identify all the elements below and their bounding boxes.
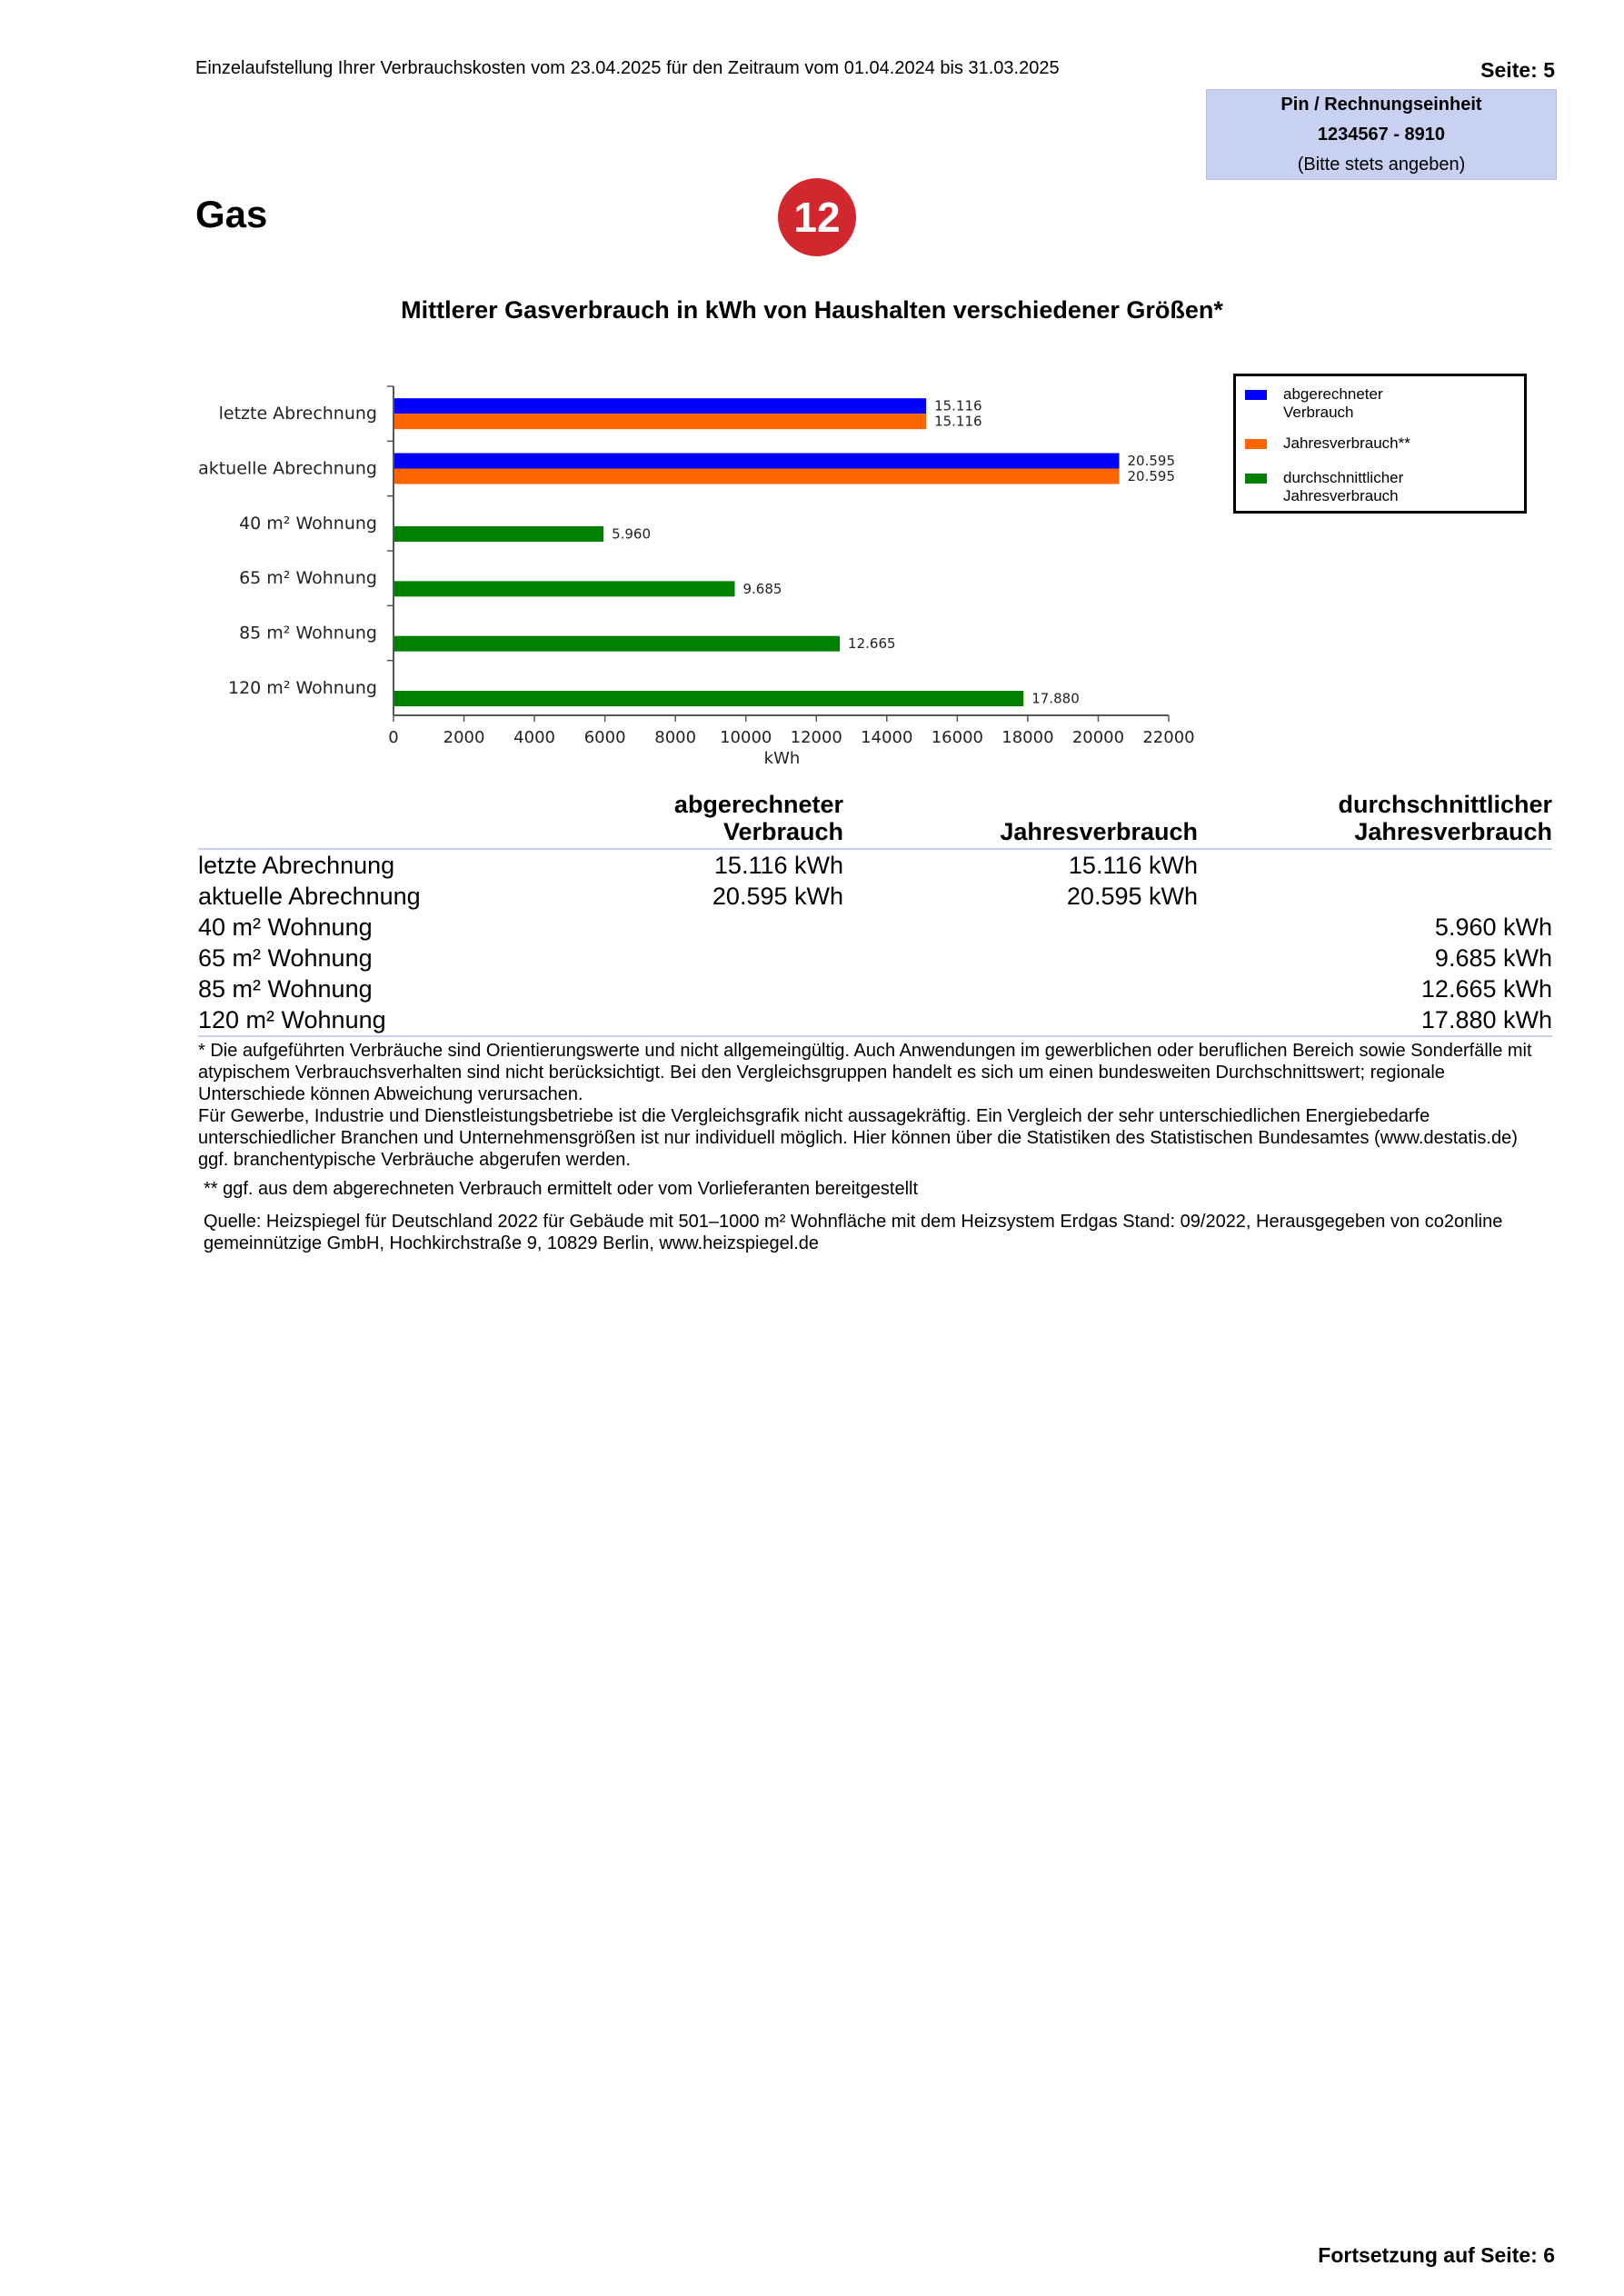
section-number-badge: 12	[778, 178, 856, 256]
footnote-disclaimer-1: * Die aufgeführten Verbräuche sind Orientierungswerte und nicht allgemeingültig. Auch Anwendungen im gewerblichen oder beruflichen Bereich sowie Sonderfälle mit atypischem Verbrauchsverhalten sind nicht berücksichtigt. Bei den Vergleichsgruppen handelt es sich um einen bundesweiten Durchschnittswert; regionale Unterschiede können Abweichung verursachen.	[198, 1041, 1532, 1104]
legend-label: Jahresverbrauch**	[1283, 434, 1410, 452]
x-tick-label: 4000	[513, 728, 555, 747]
y-category-label: 85 m² Wohnung	[239, 623, 377, 644]
bar	[394, 398, 926, 414]
average-value: 12.665 kWh	[1420, 975, 1552, 1003]
billed-value	[489, 1004, 843, 1036]
x-tick-label: 10000	[720, 728, 772, 747]
average-value: 17.880 kWh	[1420, 1006, 1552, 1033]
bar-value-label: 20.595	[1127, 453, 1176, 469]
legend-label: abgerechneter Verbrauch	[1283, 385, 1383, 421]
y-category-label: 65 m² Wohnung	[239, 568, 377, 589]
bar	[394, 414, 926, 429]
average-value: 9.685 kWh	[1434, 944, 1552, 972]
annual-value: 20.595 kWh	[1066, 883, 1198, 910]
annual-value	[843, 943, 1198, 973]
legend-swatch	[1245, 474, 1267, 484]
legend-swatch	[1245, 390, 1267, 400]
y-category-label: 120 m² Wohnung	[228, 677, 377, 698]
table-row	[198, 943, 1552, 973]
x-tick-label: 20000	[1071, 728, 1125, 747]
bar	[394, 581, 735, 596]
bar-value-label: 15.116	[934, 413, 982, 430]
annual-value	[843, 912, 1198, 943]
row-label: 120 m² Wohnung	[198, 1006, 386, 1033]
row-label: letzte Abrechnung	[198, 852, 395, 879]
table-header-empty	[198, 791, 489, 849]
table-row	[198, 849, 1552, 881]
table-header-annual: Jahresverbrauch	[1000, 818, 1198, 845]
table-header-billed: abgerechneter Verbrauch	[673, 791, 843, 845]
pin-box-title: Pin / Rechnungseinheit	[1280, 95, 1482, 115]
billed-value: 20.595 kWh	[712, 883, 843, 910]
legend-swatch	[1245, 439, 1267, 449]
y-category-label: letzte Abrechnung	[218, 404, 377, 424]
annual-value	[843, 1004, 1198, 1036]
bar	[394, 469, 1120, 484]
bar-value-label: 17.880	[1031, 690, 1080, 707]
bar	[394, 636, 840, 652]
table-row	[198, 912, 1552, 943]
footnote-note-2: ** ggf. aus dem abgerechneten Verbrauch ermittelt oder vom Vorlieferanten bereitgestellt	[204, 1179, 919, 1199]
x-tick-label: 12000	[790, 728, 842, 747]
average-value: 5.960 kWh	[1434, 913, 1552, 941]
row-label: aktuelle Abrechnung	[198, 883, 421, 910]
x-tick-label: 2000	[443, 728, 485, 747]
consumption-table	[198, 791, 1552, 1037]
average-value	[1198, 881, 1552, 912]
x-axis-label: kWh	[763, 749, 801, 768]
table-header-average: durchschnittlicher Jahresverbrauch	[1338, 791, 1552, 845]
chart-title: Mittlerer Gasverbrauch in kWh von Haushalten verschiedener Größen*	[401, 296, 1223, 324]
statement-header: Einzelaufstellung Ihrer Verbrauchskosten vom 23.04.2025 für den Zeitraum vom 01.04.2024 bis 31.03.2025	[195, 58, 1060, 78]
table-row	[198, 1004, 1552, 1036]
continuation-note: Fortsetzung auf Seite: 6	[1318, 2243, 1555, 2267]
y-category-label: aktuelle Abrechnung	[198, 458, 377, 479]
table-row	[198, 973, 1552, 1004]
row-label: 85 m² Wohnung	[198, 975, 373, 1003]
x-tick-label: 22000	[1142, 728, 1195, 747]
x-tick-label: 16000	[931, 728, 983, 747]
billed-value	[489, 973, 843, 1004]
bar	[394, 691, 1023, 706]
bar-value-label: 5.960	[612, 525, 652, 543]
x-tick-label: 18000	[1001, 728, 1054, 747]
bar-value-label: 9.685	[742, 580, 782, 597]
pin-box-number: 1234567 - 8910	[1317, 125, 1446, 145]
legend-item	[1245, 469, 1403, 505]
annual-value: 15.116 kWh	[1068, 852, 1198, 879]
bar	[394, 526, 603, 542]
annual-value	[843, 973, 1198, 1004]
billed-value	[489, 912, 843, 943]
row-label: 65 m² Wohnung	[198, 944, 373, 972]
average-value	[1198, 849, 1552, 881]
chart-legend	[1233, 374, 1527, 514]
row-label: 40 m² Wohnung	[198, 913, 373, 941]
table-header-row	[198, 791, 1552, 849]
bar-value-label: 20.595	[1127, 468, 1176, 484]
legend-item	[1245, 434, 1410, 453]
x-tick-label: 0	[388, 728, 399, 747]
table-row	[198, 881, 1552, 912]
section-title: Gas	[195, 193, 268, 235]
legend-label: durchschnittlicher Jahresverbrauch	[1283, 469, 1404, 504]
x-tick-label: 8000	[654, 728, 697, 747]
footnote-source: Quelle: Heizspiegel für Deutschland 2022 für Gebäude mit 501–1000 m² Wohnfläche mit dem Heizsystem Erdgas Stand: 09/2022, Herausgegeben von co2online gemeinnützige GmbH, Hochkirchstraße 9, 10829 Berlin, www.heizspiegel.de	[204, 1212, 1503, 1253]
x-tick-label: 14000	[861, 728, 913, 747]
footnote-disclaimer-2: Für Gewerbe, Industrie und Dienstleistungsbetriebe ist die Vergleichsgrafik nicht aussagekräftig. Ein Vergleich der sehr unterschiedlichen Energiebedarfe unterschiedlicher Branchen und Unternehmensgrößen ist nur individuell möglich. Hier können über die Statistiken des Statistischen Bundesamtes (www.destatis.de) ggf. branchentypische Verbräuche abgerufen werden.	[198, 1106, 1518, 1170]
bar-value-label: 15.116	[934, 397, 982, 414]
x-tick-label: 6000	[583, 728, 626, 747]
legend-item	[1245, 385, 1383, 422]
page-number: Seite: 5	[1480, 58, 1555, 82]
billed-value: 15.116 kWh	[713, 852, 843, 879]
pin-box-note: (Bitte stets angeben)	[1297, 155, 1466, 175]
bar	[394, 454, 1120, 469]
bar-value-label: 12.665	[848, 635, 896, 653]
billed-value	[489, 943, 843, 973]
y-category-label: 40 m² Wohnung	[239, 513, 377, 534]
